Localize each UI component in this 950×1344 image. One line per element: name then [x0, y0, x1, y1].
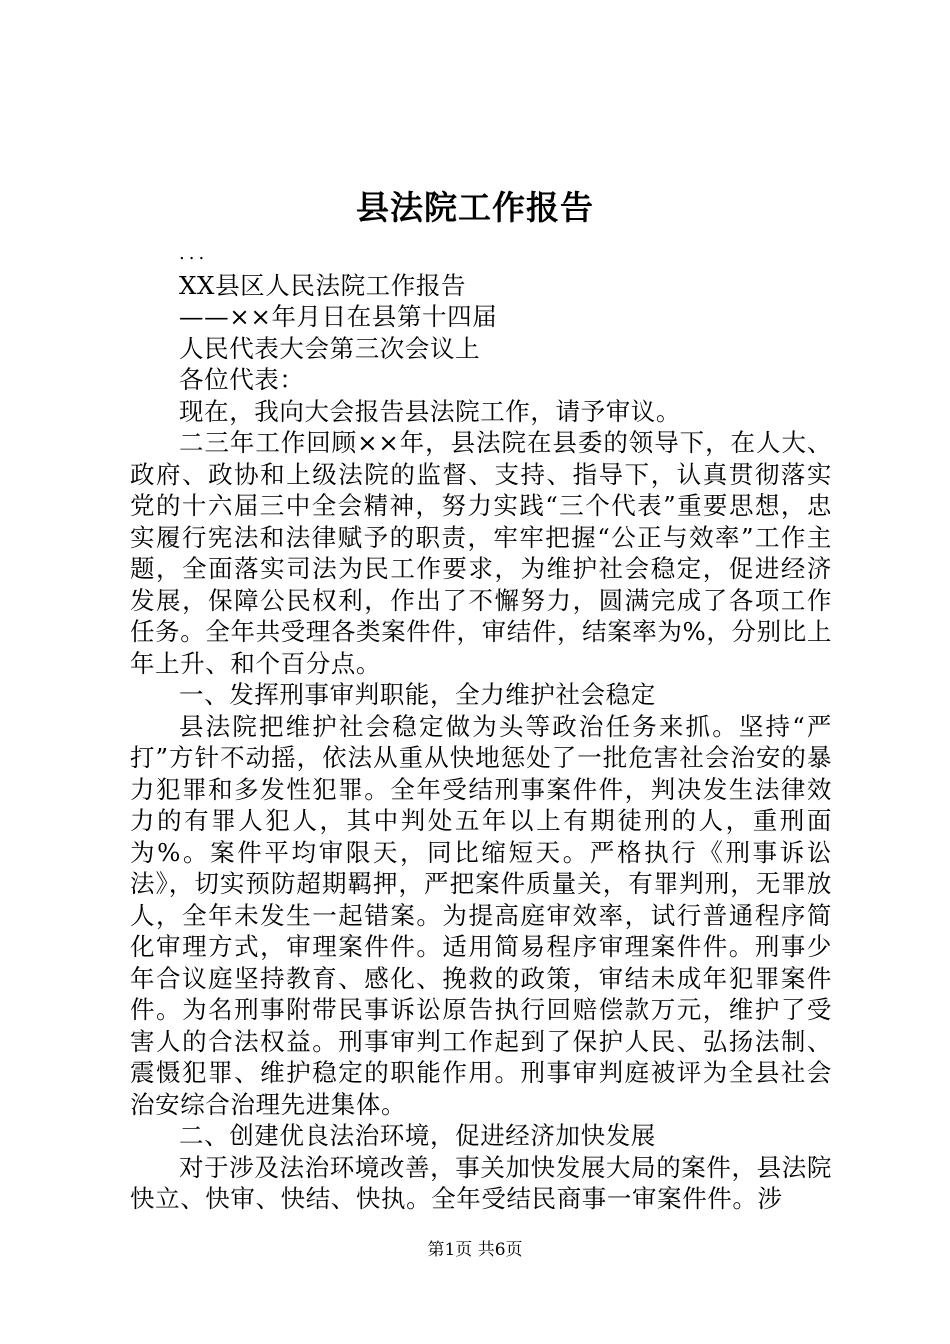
criminal-trial-paragraph: 县法院把维护社会稳定做为头等政治任务来抓。坚持“严打”方针不动摇，依法从重从快地惩处了一批危害社会治安的暴力犯罪和多发性犯罪。全年受结刑事案件件，判决发生法律效力的有罪人犯人，其中判处五年以上有期徒刑的人，重刑面为%。案件平均审限天，同比缩短天。严格执行《刑事诉讼法》，切实预防超期羁押，严把案件质量关，有罪判刑，无罪放人，全年未发生一起错案。为提高庭审效率，试行普通程序简化审理方式，审理案件件。适用简易程序审理案件件。刑事少年合议庭坚持教育、感化、挽救的政策，审结未成年犯罪案件件。为名刑事附带民事诉讼原告执行回赔偿款万元，维护了受害人的合法权益。刑事审判工作起到了保护人民、弘扬法制、震慑犯罪、维护稳定的职能作用。刑事审判庭被评为全县社会治安综合治理先进集体。: [130, 711, 832, 1119]
report-venue-line: 人民代表大会第三次会议上: [179, 333, 481, 363]
salutation: 各位代表：: [179, 365, 305, 394]
ellipsis-line: ...: [179, 243, 209, 264]
section-heading-2: 二、创建优良法治环境，促进经济加快发展: [179, 1121, 656, 1150]
document-body: [130, 238, 832, 1215]
review-paragraph: 二三年工作回顾××年，县法院在县委的领导下，在人大、政府、政协和上级法院的监督、支持、指导下，认真贯彻落实党的十六届三中全会精神，努力实践“三个代表”重要思想，忠实履行宪法和法律赋予的职责，牢牢把握“公正与效率”工作主题，全面落实司法为民工作要求，为维护社会稳定，促进经济发展，保障公民权利，作出了不懈努力，圆满完成了各项工作任务。全年共受理各类案件件，审结件，结案率为%，分别比上年上升、和个百分点。: [130, 428, 832, 678]
page-number: 第1页 共6页: [427, 1240, 523, 1260]
report-date-line: ——××年月日在县第十四届: [179, 302, 498, 331]
section-heading-1: 一、发挥刑事审判职能，全力维护社会稳定: [179, 680, 656, 709]
report-heading: XX县区人民法院工作报告: [179, 270, 467, 300]
document-title: 县法院工作报告: [356, 188, 594, 227]
economic-paragraph: 对于涉及法治环境改善，事关加快发展大局的案件，县法院快立、快审、快结、快执。全年受结民商事一审案件件。涉: [130, 1152, 832, 1213]
opening-paragraph: 现在，我向大会报告县法院工作，请予审议。: [179, 396, 681, 426]
